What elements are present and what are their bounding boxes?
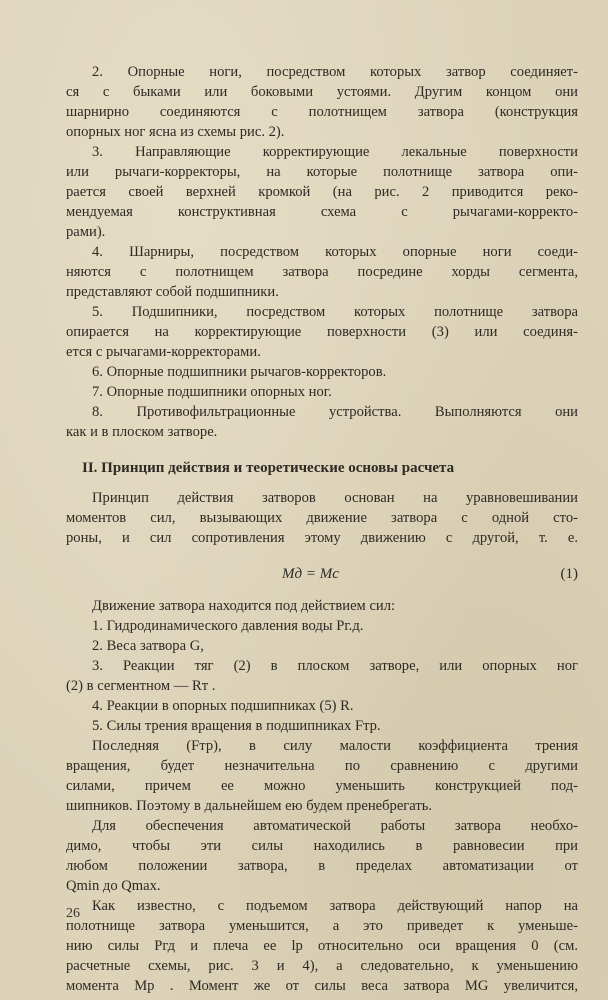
paragraph-item-8: [66, 402, 578, 442]
force-item: 5. Силы трения вращения в подшипниках Fтр.: [92, 718, 381, 734]
formula-expression: Mд = Mс: [282, 566, 339, 582]
text-line: роны, и сил сопротивления этому движению с другой, т. е.: [66, 530, 578, 546]
forces-intro: Движение затвора находится под действием сил:: [92, 598, 396, 614]
text-line: как и в плоском затворе.: [66, 424, 218, 440]
automation-paragraph: [66, 816, 578, 896]
paragraph-item-4: [66, 242, 578, 302]
text-line: любом положении затвора, в пределах автоматизации от: [66, 858, 578, 874]
text-line: вращения, будет незначительна по сравнению с другими: [66, 758, 578, 774]
text-line: ется с рычагами-корректорами.: [66, 344, 261, 360]
text-line: опирается на корректирующие поверхности (3) или соединя-: [66, 324, 578, 340]
book-page-text: [66, 62, 578, 996]
paragraph-item-5: [66, 302, 578, 362]
text-line: ся с быками или боковыми устоями. Другим концом они: [66, 84, 578, 100]
text-line: димо, чтобы эти силы находились в равновесии при: [66, 838, 578, 854]
text-line: нию силы Pгд и плеча ее lр относительно оси вращения 0 (см.: [66, 938, 578, 954]
formula-number: (1): [560, 566, 578, 582]
text-line: 4. Шарниры, посредством которых опорные ноги соеди-: [92, 244, 578, 260]
text-line: или рычаги-корректоры, на которые полотнище затвора опи-: [66, 164, 578, 180]
text-line: Для обеспечения автоматической работы затвора необхо-: [92, 818, 578, 834]
text-line: рается своей верхней кромкой (на рис. 2 приводится реко-: [66, 184, 578, 200]
text-line: 8. Противофильтрационные устройства. Выполняются они: [92, 404, 578, 420]
force-item: 1. Гидродинамического давления воды Pг.д.: [92, 618, 364, 634]
text-line: няются с полотнищем затвора посредине хорды сегмента,: [66, 264, 578, 280]
text-line: момента Mр . Момент же от силы веса затвора MG увеличится,: [66, 978, 578, 994]
text-line: рами).: [66, 224, 106, 240]
text-line: Последняя (Fтр), в силу малости коэффициента трения: [92, 738, 578, 754]
text-line: шипников. Поэтому в дальнейшем ею будем пренебрегать.: [66, 798, 433, 814]
force-item: 2. Веса затвора G,: [92, 638, 204, 654]
text-line: расчетные схемы, рис. 3 и 4), а следовательно, к уменьшению: [66, 958, 578, 974]
closing-paragraph: [66, 896, 578, 996]
force-item: (2) в сегментном — Rт .: [66, 678, 216, 694]
text-line: 3. Направляющие корректирующие лекальные поверхности: [92, 144, 578, 160]
text-line: моментов сил, вызывающих движение затвора с одной сто-: [66, 510, 578, 526]
formula-row: [66, 552, 578, 596]
text-line: опорных ног ясна из схемы рис. 2).: [66, 124, 285, 140]
text-line: мендуемая конструктивная схема с рычагами-корректо-: [66, 204, 578, 220]
text-line: Как известно, с подъемом затвора действующий напор на: [92, 898, 578, 914]
page-number: 26: [66, 906, 80, 921]
forces-list: [66, 596, 578, 736]
paragraph-item-2: [66, 62, 578, 142]
friction-paragraph: [66, 736, 578, 816]
text-line: представляют собой подшипники.: [66, 284, 279, 300]
principle-paragraph: [66, 488, 578, 548]
force-item: 3. Реакции тяг (2) в плоском затворе, или опорных ног: [92, 658, 578, 674]
force-item: 4. Реакции в опорных подшипниках (5) R.: [92, 698, 354, 714]
paragraph-item-3: [66, 142, 578, 242]
text-line: полотнище затвора уменьшится, а это приведет к уменьше-: [66, 918, 578, 934]
text-line: силами, причем ее можно уменьшить конструкцией под-: [66, 778, 578, 794]
section-heading: II. Принцип действия и теоретические основы расчета: [82, 460, 455, 476]
paragraph-item-6: 6. Опорные подшипники рычагов-корректоров.: [92, 364, 387, 380]
text-line: Принцип действия затворов основан на уравновешивании: [92, 490, 578, 506]
text-line: 2. Опорные ноги, посредством которых затвор соединяет-: [92, 64, 578, 80]
text-line: 5. Подшипники, посредством которых полотнище затвора: [92, 304, 578, 320]
paragraph-item-7: 7. Опорные подшипники опорных ног.: [92, 384, 332, 400]
text-line: шарнирно соединяются с полотнищем затвора (конструкция: [66, 104, 578, 120]
text-line: Qmin до Qmax.: [66, 878, 161, 894]
